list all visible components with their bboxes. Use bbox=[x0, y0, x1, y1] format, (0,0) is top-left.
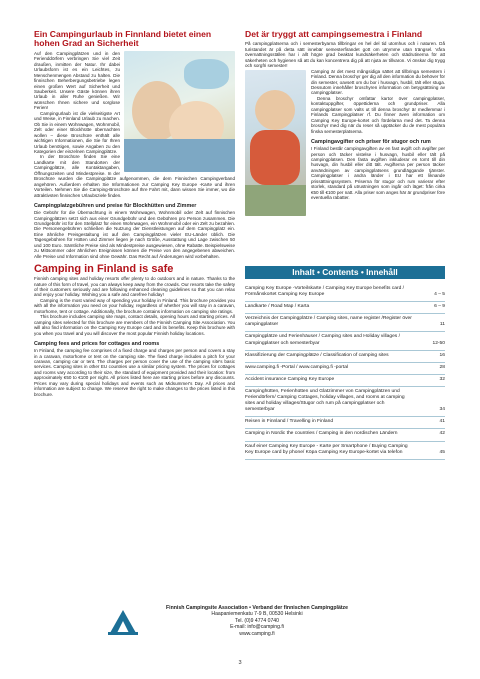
phone: Tel. (0)9 4774 0740 bbox=[235, 617, 279, 624]
swedish-fees-heading: Campingavgifter och priser för stugor och rum bbox=[311, 139, 431, 146]
address: Haapaniemenkatu 7-9 B, 00530 Helsinki bbox=[211, 611, 303, 618]
table-of-contents bbox=[245, 266, 445, 460]
german-fees-paragraph: Die Gebühr für die Übernachtung in einem Wohnwagen, Wohnmobil oder Zelt auf finnischen Campingplätzen setzt sich aus einer Grundgebühr und den Gebühren pro Person zusammen. Die Grundgebühr ist für den Stellplatz für einen Wohnwagen, ein Wohnmobil oder ein Zelt zu bezahlen. Die Personengebühren schließen die Nutzung der Dienstleistungen auf dem Campingplatz ein. Eine ähnliche Preisgestaltung ist auf den Campingplätzen vieler EU-Länder üblich. Die Tagesgebühren für Hütten und Zimmer liegen je nach Größe, Ausstattung und Lage zwischen 50 und 100 Euro. Sämtliche Preise sind als Mindestpreise ausgewiesen, ohne Rabatte. Beispielsweise zu Mittsommer oder ähnlichen Ereignissen können die Preise von den angegebenen abweichen. Alle Preise und Information sind ohne Gewähr. Das Recht auf Änderungen wird vorbehalten. bbox=[34, 210, 235, 259]
english-paragraph-2: Camping is the most varied way of spending your holiday in Finland. This brochure provides you with all the information you need on your holiday, regardless of whether you will stay in a caravan, motorhome, tent or cottage. Additionally, the brochure contains information on camping site ratings. bbox=[34, 297, 235, 314]
camping-association-logo-icon bbox=[108, 607, 138, 635]
family-in-tent-photo bbox=[124, 51, 235, 172]
toc-entry-page: 45 bbox=[439, 449, 445, 455]
german-paragraph-3: In der Broschüre finden Sie eine Landkarte mit den Standorten der Campingplätze, alle Kontaktangaben, Öffnungszeiten und Mindestpreise. In der Broschüre wurden die Campingplätze aufgenommen, die dem Finnischen Campingverband angehören. Außerdem erhalten Sie Informationen zur Camping Key Europe -Karte und ihren Vorteilen. Nehmen Sie die Camping-Broschüre auf Ihre Fahrt mit, dann wissen Sie immer, wo die attraktivsten finnischen Urlaubsziele finden. bbox=[34, 154, 235, 198]
toc-entry-page: 28 bbox=[439, 364, 445, 370]
toc-entry-page: 32 bbox=[439, 376, 445, 382]
german-fees-heading: Campingplatzgebühren und preise für Blockhütten und Zimmer bbox=[34, 203, 197, 210]
toc-entry-text: Verzeichnis der Campingplätze / Camping sites, name register /Register över campingplatser bbox=[245, 316, 412, 328]
toc-entry-page: 16 bbox=[439, 352, 445, 358]
toc-entry-text: Camping in Nordic the countries / Camping in den nordischen Ländern bbox=[245, 431, 398, 437]
toc-entry-page: 12-50 bbox=[432, 340, 445, 346]
swedish-paragraph-3: Denna broschyr omfattar kartor över campingplatser, kontaktuppgifter, öppettiderna och grundpriser. Alla campingplatser som valts ut till denna broschyr är medlemmar i Finlands Campingplatser rf. Du finner även information om Camping Key Europe-kortet och fördelarna med det. Ta denna broschyr med dig när du reser så upptäcker du de mest populära finska semesterplatserna. bbox=[311, 95, 445, 134]
german-heading: Ein Campingurlaub in Finnland bietet einen hohen Grad an Sicherheit bbox=[34, 29, 212, 49]
toc-entry-text: www.camping.fi -Portal / www.camping.fi -portal bbox=[245, 364, 349, 370]
toc-row bbox=[245, 363, 445, 375]
toc-row bbox=[245, 284, 445, 302]
website-link[interactable]: www.camping.fi bbox=[239, 630, 275, 637]
toc-entry-page: 41 bbox=[439, 419, 445, 425]
toc-entry-page: 4 – 5 bbox=[434, 292, 445, 298]
left-column bbox=[34, 30, 235, 397]
toc-row bbox=[245, 332, 445, 350]
page-number: 3 bbox=[238, 660, 242, 666]
english-paragraph-1: Finnish camping sites and holiday resorts offer plenty to do outdoors and in nature. Thanks to the nature of this form of travel, you can always keep away from the crowds. Our resorts take the safety of their customers seriously and are following enhanced cleaning guidelines so that you can relax and enjoy your holiday. Wishing you a safe and carefree holiday! bbox=[34, 276, 235, 298]
toc-entry-text: Campingplätze und Ferienhäuser / Camping sites and Holiday villages / Campingplatser och semesterbyar bbox=[245, 334, 400, 346]
toc-row bbox=[245, 302, 445, 314]
toc-entry-page: 34 bbox=[439, 407, 445, 413]
toc-row bbox=[245, 387, 445, 417]
toc-row bbox=[245, 417, 445, 429]
german-paragraph-2: Campingurlaub ist die vielseitigste Art und Weise, in Finnland Urlaub zu machen. Ob Sie in einem Wohnwagen, Wohnmobil, Zelt oder einer Blockhütte übernachten wollen – diese Broschüre enthält alle wichtigen Informationen, die Sie für Ihren Urlaub benötigen, sowie Angaben zu den Kategorien der einzelnen Campingplätze. bbox=[34, 110, 120, 154]
swedish-heading: Det är tryggt att campingsemestra i Finland bbox=[245, 29, 423, 39]
toc-entry-text: Kauf einer Camping Key Europe - Karte per Smartphone / Buying Camping Key Europe card by phone/ Köpa Camping Key Europe-kortet via telefon bbox=[245, 443, 408, 455]
association-name: Finnish Campingsite Association • Verband der finnischen Campingplätze bbox=[165, 605, 349, 611]
swedish-fees-paragraph: I Finland består campingavgiften av en fast avgift och avgifter per person och täcker vistelse i husvagn, husbil eller tält på campingplatsen. Den fasta avgiften inkluderar en tomt till din husvagn, din husbil eller ditt tält. Avgifterna per person täcker användningen av campingplatsens grundläggande tjänster. Campingplatser i andra länder i EU har ett liknande prissättningssystem. Priserna för stugor och rum varierar efter storlek, standard på utrustningen som ingår och läget: från cirka €50 till €100 per natt. Alla priser som anges här är grundpriser före eventuella rabatter. bbox=[311, 146, 445, 201]
toc-row bbox=[245, 375, 445, 387]
contact-block bbox=[142, 605, 372, 637]
english-fees-paragraph: In Finland, the camping fee comprises of a fixed charge and charges per person and covers a stay in a caravan, motorhome or tent on the camping site. The fixed charge includes a pitch for your caravan, camping car or tent. The charges per person cover the use of the camping site's basic services. Camping sites in other EU countries use a similar pricing system. The prices for cottages and rooms vary according to their size, the standard of equipment provided and their location: from approximately €50 to €100 per night. All prices listed here are starting prices before any discounts. Prices may vary during special holidays and events such as Midsummer's Day. All prices and information are subject to change. We reserve the right to make changes to the prices listed in this brochure. bbox=[34, 348, 235, 397]
toc-entry-page: 6 – 9 bbox=[434, 304, 445, 310]
contents-list bbox=[245, 284, 445, 460]
toc-entry-text: Camping Key Europe -Vorteilskarte / Camping Key Europe benefits card / Förmånskortet Camping Key Europe bbox=[245, 286, 405, 298]
toc-entry-text: Landkarte / Road Map / Karta bbox=[245, 304, 310, 310]
email[interactable]: E-mail: info@camping.fi bbox=[230, 624, 284, 631]
contents-banner: Inhalt • Contents • Innehåll bbox=[245, 266, 445, 279]
toc-row bbox=[245, 351, 445, 363]
child-on-slide-photo bbox=[245, 70, 306, 216]
swedish-paragraph-1: På campingplatserna och i semesterbyarna tillbringar en hel del tid utomhus och i naturen. Då turistandet är på detta sätt innebär semesterfirandet gott om utrymme utan trängsel. Våra övernattningsställen har i allt högre grad beaktat kundsäkerheten och städrutinerna för att säkerheten och hygienen så att du kan koncentrera dig på att njuta av tillvaron. Vi önskar dig trygg och sorgfri semester! bbox=[245, 41, 445, 69]
toc-row bbox=[245, 314, 445, 332]
toc-entry-page: 42 bbox=[439, 431, 445, 437]
toc-entry-text: Reisen in Finnland / Travelling in Finland bbox=[245, 419, 334, 425]
toc-entry-text: Accident insurance Camping Key Europe bbox=[245, 376, 335, 382]
english-fees-heading: Camping fees and prices for cottages and rooms bbox=[34, 341, 160, 348]
toc-entry-text: Campinghütten, Ferienhütten und Glatzimmer von Campingplätzen und Feriendörfern/ Camping Cottages, holiday villages, and rooms at camping sites and holiday villages/Stugor och rum på campingplatser och semesterbyar bbox=[245, 388, 405, 413]
swedish-paragraph-2: Camping är det mest mångsidiga sättet att tillbringa semestern i Finland. Denna broschyr ger dig all den information du behöver för din semester, oavsett om du bor i husvagn, husbil, tält eller stuga. Dessutom innehåller broschyren information om betygsättning av campingplatser. bbox=[311, 68, 445, 96]
english-paragraph-3: This brochure includes camping site maps, contact details, opening hours and starting prices. All camping sites selected for this brochure are members of the Finnish Camping Site Association. You will also find information on the Camping Key Europe card and its benefits. Keep this brochure with you when you travel and you will discover the most popular Finnish holiday locations. bbox=[34, 314, 235, 336]
english-heading: Camping in Finland is safe bbox=[34, 263, 174, 276]
german-paragraph-1: Auf den Campingplätzen und in den Ferienddörfern verbringen Sie viel Zeit draußen, inmitten der Natur. Ihr dabei Urlaubsform ist es ein Leichtes, zu Menschenmengen Abstand zu halten. Die finnischen Beherbergungsbetriebe legen einen großen Wert auf Sicherheit und Sauberkeit. Unsere Gäste können ihren Urlaub in aller Ruhe genießen. Wir wünschen Ihnen sichere und sorglose Ferien! bbox=[34, 50, 120, 111]
toc-entry-text: Klassifizierung der Campingplätze / Classification of camping sites bbox=[245, 352, 389, 358]
toc-entry-page: 11 bbox=[439, 322, 445, 328]
toc-row bbox=[245, 429, 445, 441]
toc-row bbox=[245, 442, 445, 460]
right-column bbox=[245, 30, 445, 217]
